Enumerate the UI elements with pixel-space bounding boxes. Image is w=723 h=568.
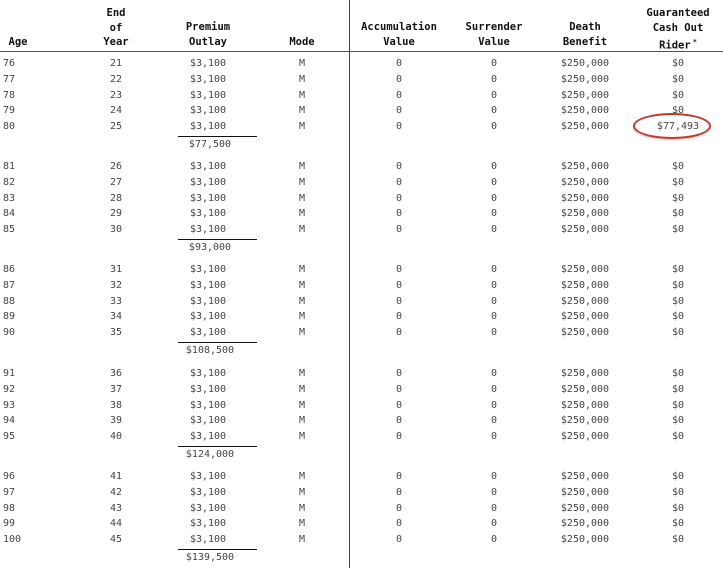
premium-cell: $3,100	[189, 327, 227, 339]
rider-cell: $0	[671, 486, 685, 498]
year-cell: 42	[109, 486, 123, 498]
rider-cell: $0	[671, 73, 685, 85]
year-cell: 33	[109, 295, 123, 307]
mode-cell: M	[298, 192, 306, 204]
age-cell: 93	[3, 399, 16, 411]
header-death-benefit	[548, 20, 622, 49]
rider-cell: $0	[671, 502, 685, 514]
year-cell: 37	[109, 383, 123, 395]
premium-cell: $3,100	[189, 471, 227, 482]
header-guaranteed-cash-out-rider	[636, 6, 720, 53]
accumulation-cell: 0	[395, 368, 403, 379]
mode-cell: M	[298, 295, 306, 307]
header-premium-outlay-line2: Outlay	[189, 35, 227, 48]
premium-subtotal: $139,500	[185, 552, 235, 563]
accumulation-cell: 0	[395, 121, 403, 133]
death-benefit-cell: $250,000	[560, 224, 610, 236]
header-surrender-value	[456, 20, 532, 49]
death-benefit-cell: $250,000	[560, 121, 610, 133]
rider-cell: $0	[671, 58, 685, 69]
premium-cell: $3,100	[189, 176, 227, 188]
subtotal-rule	[178, 239, 257, 240]
premium-cell: $3,100	[189, 279, 227, 291]
year-cell: 24	[109, 105, 123, 117]
surrender-cell: 0	[490, 311, 498, 323]
rider-cell: $0	[671, 105, 685, 117]
year-cell: 34	[109, 311, 123, 323]
mode-cell: M	[298, 89, 306, 101]
surrender-cell: 0	[490, 486, 498, 498]
age-cell: 85	[3, 224, 16, 236]
age-cell: 81	[3, 161, 16, 172]
premium-cell: $3,100	[189, 311, 227, 323]
death-benefit-cell: $250,000	[560, 176, 610, 188]
header-accumulation-value-line1: Accumulation	[361, 21, 437, 33]
rider-cell: $0	[671, 431, 685, 443]
age-cell: 95	[3, 431, 16, 443]
header-mode: Mode	[289, 36, 315, 48]
age-cell: 82	[3, 176, 16, 188]
accumulation-cell: 0	[395, 311, 403, 323]
rider-cell: $0	[671, 176, 685, 188]
mode-cell: M	[298, 176, 306, 188]
age-cell: 97	[3, 486, 16, 498]
death-benefit-cell: $250,000	[560, 486, 610, 498]
surrender-cell: 0	[490, 399, 498, 411]
death-benefit-cell: $250,000	[560, 327, 610, 339]
age-cell: 98	[3, 502, 16, 514]
premium-cell: $3,100	[189, 415, 227, 427]
accumulation-cell: 0	[395, 502, 403, 514]
accumulation-cell: 0	[395, 58, 403, 69]
surrender-cell: 0	[490, 327, 498, 339]
year-cell: 28	[109, 192, 123, 204]
rider-cell: $0	[671, 471, 685, 482]
year-cell: 23	[109, 89, 123, 101]
header-death-benefit-line2: Benefit	[562, 35, 608, 48]
rider-cell: $0	[671, 279, 685, 291]
premium-subtotal: $108,500	[185, 345, 235, 356]
premium-subtotal: $77,500	[188, 139, 232, 150]
accumulation-cell: 0	[395, 224, 403, 236]
rider-cell: $0	[671, 415, 685, 427]
age-cell: 94	[3, 415, 16, 427]
year-cell: 21	[109, 58, 123, 69]
accumulation-cell: 0	[395, 431, 403, 443]
rider-cell: $0	[671, 89, 685, 101]
year-cell: 29	[109, 208, 123, 220]
premium-cell: $3,100	[189, 58, 227, 69]
subtotal-rule	[178, 136, 257, 137]
year-cell: 43	[109, 502, 123, 514]
year-cell: 35	[109, 327, 123, 339]
accumulation-cell: 0	[395, 176, 403, 188]
header-end-of-year-line1: End	[106, 7, 126, 19]
death-benefit-cell: $250,000	[560, 534, 610, 546]
premium-cell: $3,100	[189, 208, 227, 220]
death-benefit-cell: $250,000	[560, 518, 610, 530]
year-cell: 45	[109, 534, 123, 546]
subtotal-rule	[178, 549, 257, 550]
age-cell: 86	[3, 264, 16, 275]
rider-cell: $0	[671, 192, 685, 204]
subtotal-rule	[178, 446, 257, 447]
subtotal-rule	[178, 342, 257, 343]
accumulation-cell: 0	[395, 161, 403, 172]
surrender-cell: 0	[490, 192, 498, 204]
premium-cell: $3,100	[189, 121, 227, 133]
year-cell: 31	[109, 264, 123, 275]
accumulation-cell: 0	[395, 383, 403, 395]
rider-cell: $0	[671, 224, 685, 236]
header-surrender-value-line2: Value	[478, 35, 510, 48]
age-cell: 96	[3, 471, 16, 482]
surrender-cell: 0	[490, 383, 498, 395]
death-benefit-cell: $250,000	[560, 311, 610, 323]
age-cell: 79	[3, 105, 16, 117]
rider-cell: $0	[671, 161, 685, 172]
mode-cell: M	[298, 431, 306, 443]
surrender-cell: 0	[490, 295, 498, 307]
premium-cell: $3,100	[189, 486, 227, 498]
surrender-cell: 0	[490, 58, 498, 69]
premium-cell: $3,100	[189, 399, 227, 411]
premium-cell: $3,100	[189, 368, 227, 379]
surrender-cell: 0	[490, 502, 498, 514]
death-benefit-cell: $250,000	[560, 161, 610, 172]
mode-cell: M	[298, 311, 306, 323]
premium-cell: $3,100	[189, 518, 227, 530]
death-benefit-cell: $250,000	[560, 502, 610, 514]
age-cell: 92	[3, 383, 16, 395]
death-benefit-cell: $250,000	[560, 368, 610, 379]
accumulation-cell: 0	[395, 192, 403, 204]
surrender-cell: 0	[490, 121, 498, 133]
mode-cell: M	[298, 327, 306, 339]
premium-subtotal: $93,000	[188, 242, 232, 253]
age-cell: 77	[3, 73, 16, 85]
age-cell: 100	[3, 534, 22, 546]
mode-cell: M	[298, 264, 306, 275]
accumulation-cell: 0	[395, 486, 403, 498]
age-cell: 90	[3, 327, 16, 339]
accumulation-cell: 0	[395, 295, 403, 307]
age-cell: 80	[3, 121, 16, 133]
header-end-of-year	[96, 6, 136, 50]
death-benefit-cell: $250,000	[560, 383, 610, 395]
death-benefit-cell: $250,000	[560, 279, 610, 291]
year-cell: 39	[109, 415, 123, 427]
premium-cell: $3,100	[189, 192, 227, 204]
year-cell: 36	[109, 368, 123, 379]
mode-cell: M	[298, 121, 306, 133]
rider-cell: $0	[671, 518, 685, 530]
death-benefit-cell: $250,000	[560, 208, 610, 220]
premium-subtotal: $124,000	[185, 449, 235, 460]
surrender-cell: 0	[490, 534, 498, 546]
surrender-cell: 0	[490, 415, 498, 427]
year-cell: 32	[109, 279, 123, 291]
surrender-cell: 0	[490, 224, 498, 236]
death-benefit-cell: $250,000	[560, 73, 610, 85]
mode-cell: M	[298, 279, 306, 291]
premium-cell: $3,100	[189, 264, 227, 275]
header-premium-outlay	[168, 20, 248, 49]
year-cell: 44	[109, 518, 123, 530]
mode-cell: M	[298, 208, 306, 220]
accumulation-cell: 0	[395, 73, 403, 85]
death-benefit-cell: $250,000	[560, 431, 610, 443]
age-cell: 84	[3, 208, 16, 220]
header-rule	[0, 51, 723, 52]
surrender-cell: 0	[490, 471, 498, 482]
age-cell: 89	[3, 311, 16, 323]
year-cell: 27	[109, 176, 123, 188]
premium-cell: $3,100	[189, 383, 227, 395]
year-cell: 38	[109, 399, 123, 411]
header-rider-line2: Cash Out	[652, 21, 704, 34]
rider-cell: $0	[671, 295, 685, 307]
accumulation-cell: 0	[395, 534, 403, 546]
age-cell: 99	[3, 518, 16, 530]
premium-cell: $3,100	[189, 161, 227, 172]
header-death-benefit-line1: Death	[569, 21, 601, 33]
year-cell: 41	[109, 471, 123, 482]
mode-cell: M	[298, 399, 306, 411]
accumulation-cell: 0	[395, 415, 403, 427]
accumulation-cell: 0	[395, 105, 403, 117]
premium-cell: $3,100	[189, 105, 227, 117]
mode-cell: M	[298, 471, 306, 482]
surrender-cell: 0	[490, 161, 498, 172]
year-cell: 25	[109, 121, 123, 133]
surrender-cell: 0	[490, 368, 498, 379]
surrender-cell: 0	[490, 105, 498, 117]
rider-cell: $0	[671, 534, 685, 546]
year-cell: 26	[109, 161, 123, 172]
premium-cell: $3,100	[189, 224, 227, 236]
surrender-cell: 0	[490, 176, 498, 188]
age-cell: 76	[3, 58, 16, 69]
header-age: Age	[8, 36, 28, 48]
surrender-cell: 0	[490, 279, 498, 291]
accumulation-cell: 0	[395, 399, 403, 411]
header-accumulation-value-line2: Value	[383, 35, 415, 48]
surrender-cell: 0	[490, 431, 498, 443]
header-surrender-value-line1: Surrender	[465, 21, 523, 33]
rider-cell: $77,493	[656, 121, 700, 133]
mode-cell: M	[298, 58, 306, 69]
mode-cell: M	[298, 383, 306, 395]
header-accumulation-value	[350, 20, 448, 49]
mode-cell: M	[298, 73, 306, 85]
premium-cell: $3,100	[189, 502, 227, 514]
mode-cell: M	[298, 161, 306, 172]
mode-cell: M	[298, 105, 306, 117]
header-premium-outlay-line1: Premium	[185, 21, 231, 33]
header-end-of-year-line3: Year	[103, 36, 129, 48]
mode-cell: M	[298, 368, 306, 379]
year-cell: 30	[109, 224, 123, 236]
death-benefit-cell: $250,000	[560, 399, 610, 411]
premium-cell: $3,100	[189, 73, 227, 85]
accumulation-cell: 0	[395, 208, 403, 220]
accumulation-cell: 0	[395, 264, 403, 275]
premium-cell: $3,100	[189, 89, 227, 101]
header-rider-line1: Guaranteed	[646, 7, 710, 19]
rider-cell: $0	[671, 264, 685, 275]
mode-cell: M	[298, 224, 306, 236]
accumulation-cell: 0	[395, 518, 403, 530]
rider-cell: $0	[671, 383, 685, 395]
header-rider-line3-text: Rider	[659, 39, 691, 52]
mode-cell: M	[298, 518, 306, 530]
accumulation-cell: 0	[395, 327, 403, 339]
mode-cell: M	[298, 502, 306, 514]
premium-cell: $3,100	[189, 295, 227, 307]
rider-footnote-marker: *	[692, 38, 697, 46]
mode-cell: M	[298, 415, 306, 427]
highlight-circle	[633, 113, 711, 139]
death-benefit-cell: $250,000	[560, 264, 610, 275]
header-end-of-year-line2: of	[109, 21, 123, 34]
premium-cell: $3,100	[189, 534, 227, 546]
rider-cell: $0	[671, 311, 685, 323]
year-cell: 40	[109, 431, 123, 443]
death-benefit-cell: $250,000	[560, 105, 610, 117]
death-benefit-cell: $250,000	[560, 89, 610, 101]
accumulation-cell: 0	[395, 279, 403, 291]
rider-cell: $0	[671, 368, 685, 379]
rider-cell: $0	[671, 399, 685, 411]
accumulation-cell: 0	[395, 89, 403, 101]
surrender-cell: 0	[490, 518, 498, 530]
rider-cell: $0	[671, 208, 685, 220]
age-cell: 78	[3, 89, 16, 101]
death-benefit-cell: $250,000	[560, 415, 610, 427]
mode-cell: M	[298, 486, 306, 498]
age-cell: 87	[3, 279, 16, 291]
year-cell: 22	[109, 73, 123, 85]
rider-cell: $0	[671, 327, 685, 339]
death-benefit-cell: $250,000	[560, 295, 610, 307]
death-benefit-cell: $250,000	[560, 58, 610, 69]
death-benefit-cell: $250,000	[560, 471, 610, 482]
accumulation-cell: 0	[395, 471, 403, 482]
age-cell: 83	[3, 192, 16, 204]
mode-cell: M	[298, 534, 306, 546]
age-cell: 91	[3, 368, 16, 379]
surrender-cell: 0	[490, 208, 498, 220]
surrender-cell: 0	[490, 89, 498, 101]
premium-cell: $3,100	[189, 431, 227, 443]
death-benefit-cell: $250,000	[560, 192, 610, 204]
surrender-cell: 0	[490, 264, 498, 275]
surrender-cell: 0	[490, 73, 498, 85]
age-cell: 88	[3, 295, 16, 307]
